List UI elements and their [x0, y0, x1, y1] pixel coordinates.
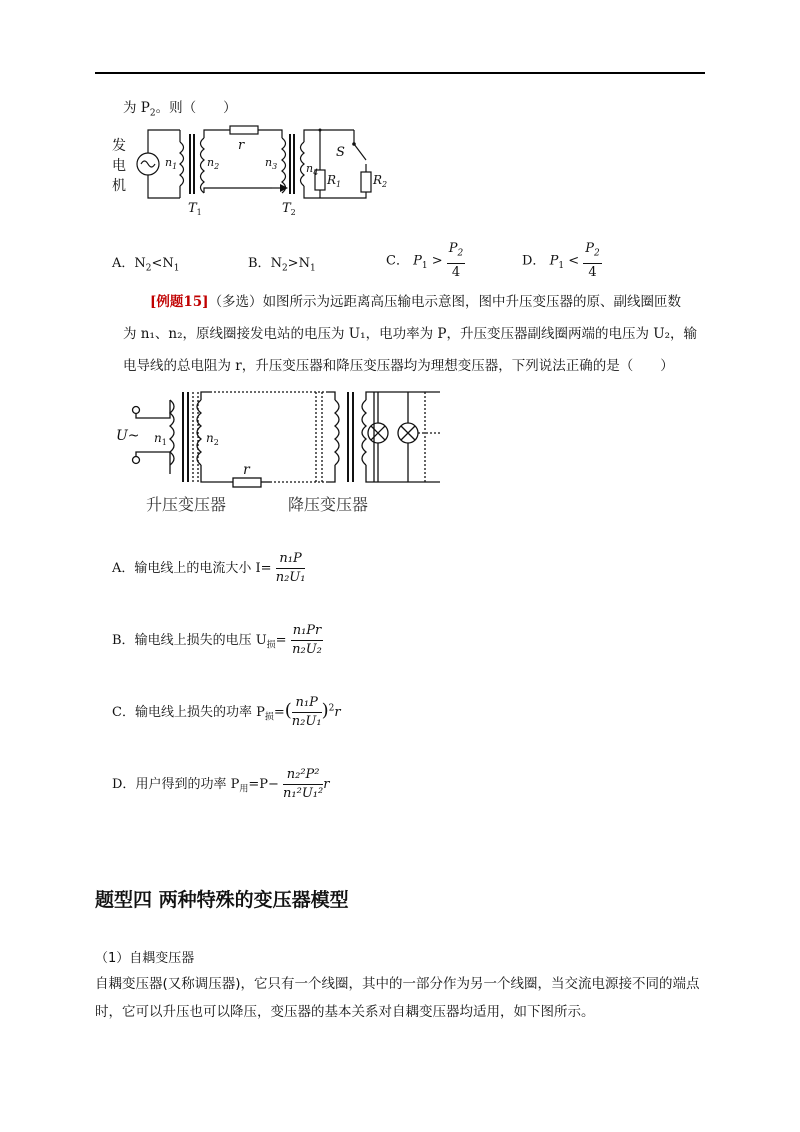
r2-resistor — [361, 172, 371, 192]
svg-text:R1: $R_1$ — [327, 173, 342, 189]
q1-option-c: C． $P_1$ > $\frac{P_2}{4}$ — [386, 241, 464, 280]
svg-text:n2: $n_2$ — [207, 156, 220, 171]
svg-text:发: 发 — [112, 138, 126, 154]
t2-primary-coil — [282, 138, 286, 193]
line-resistor-r — [233, 478, 261, 487]
step-down-primary-coil — [335, 400, 339, 465]
svg-text:n3: $n_3$ — [265, 156, 278, 171]
q1-option-a: A．$N_2<N_1$ — [112, 256, 180, 274]
svg-text:n2: $n_2$ — [206, 431, 219, 447]
t1-secondary-coil — [201, 138, 205, 193]
svg-text:电: 电 — [112, 158, 126, 174]
generator-label — [112, 138, 126, 194]
svg-text:T2: $T_2$ — [282, 201, 296, 217]
figure2-transmission — [110, 378, 450, 518]
svg-text:r: r — [238, 138, 245, 153]
intro-line: 为 $P_2$。则（ ） — [123, 100, 237, 119]
section-subtitle: （1）自耦变压器 — [95, 951, 195, 966]
example15-line3: 电导线的总电阻为 r，升压变压器和降压变压器均为理想变压器，下列说法正确的是（ ） — [123, 358, 674, 374]
svg-text:机: 机 — [112, 178, 126, 194]
t2-secondary-coil — [301, 142, 305, 186]
svg-text:U~: U~ — [116, 428, 140, 444]
q1-option-b: B．$N_2>N_1$ — [248, 256, 316, 274]
section-title: 题型四 两种特殊的变压器模型 — [95, 889, 349, 911]
svg-text:R2: $R_2$ — [373, 173, 388, 189]
svg-text:n1: $n_1$ — [165, 156, 178, 171]
q2-option-b: B．输电线上损失的电压 $U_损=$ $\frac{\text{n₁Pr}}{\text{n₂U₂}}$ — [112, 623, 322, 657]
svg-text:r: r — [243, 462, 250, 478]
svg-text:n1: $n_1$ — [154, 431, 167, 447]
step-down-label: 降压变压器 — [288, 495, 369, 514]
t1-primary-coil — [180, 142, 184, 186]
svg-text:T1: $T_1$ — [188, 201, 202, 217]
header-rule — [95, 72, 705, 74]
svg-text:n4: $n_4$ — [306, 162, 319, 177]
q2-option-a: A．输电线上的电流大小 I= $\frac{\text{n₁P}}{\text{n₂U₁}}$ — [112, 551, 306, 585]
step-up-label: 升压变压器 — [146, 495, 227, 514]
step-down-secondary-coil — [362, 400, 366, 465]
q2-option-d: D．用户得到的功率 $P_用=P-$ $\frac{\text{n₂²P²}}{\text{n₁²U₁²}}$ r — [112, 767, 330, 801]
q1-option-d: D． $P_1$ < $\frac{P_2}{4}$ — [522, 241, 600, 280]
svg-text:S: S — [336, 145, 345, 160]
figure1-circuit — [110, 120, 400, 225]
switch-s — [354, 144, 366, 160]
example15-line2: 为 n₁、n₂，原线圈接发电站的电压为 U₁，电功率为 P，升压变压器副线圈两端的电压为 U₂，输 — [123, 326, 698, 342]
line-resistor — [230, 126, 258, 134]
q2-option-c: C．输电线上损失的功率 $P_损=$( $\frac{\text{n₁P}}{\text{n₂U₁}}$ )$^2$r — [112, 695, 341, 729]
example15-line1: [例题15]（多选）如图所示为远距离高压输电示意图，图中升压变压器的原、副线圈匝数 — [150, 294, 682, 310]
section-paragraph: 自耦变压器(又称调压器)，它只有一个线圈，其中的一部分作为另一个线圈，当交流电源接不同的端点时，它可以升压也可以降压，变压器的基本关系对自耦变压器均适用，如下图所示。 — [95, 976, 700, 1020]
